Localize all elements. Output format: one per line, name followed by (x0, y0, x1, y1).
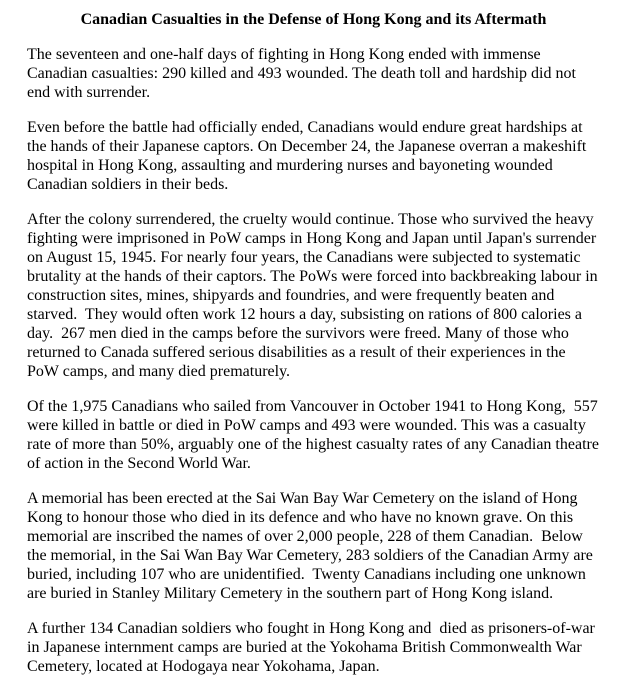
paragraph-pow-camps: After the colony surrendered, the cruelty would continue. Those who survived the heavy fighting were imprisoned in PoW camps in Hong Kong and Japan until Japan's surrender on August 15, 1945. For nearly four years, the Canadians were subjected to systematic brutality at the hands of their captors. The PoWs were forced into backbreaking labour in construction sites, mines, shipyards and foundries, and were frequently beaten and starved. They would often work 12 hours a day, subsisting on rations of 800 calories a day. 267 men died in the camps before the survivors were freed. Many of those who returned to Canada suffered serious disabilities as a result of their experiences in the PoW camps, and many died prematurely. (27, 211, 602, 380)
paragraph-sai-wan-memorial: A memorial has been erected at the Sai Wan Bay War Cemetery on the island of Hong Kong to honour those who died in its defence and who have no known grave. On this memorial are inscribed the names of over 2,000 people, 228 of them Canadian. Below the memorial, in the Sai Wan Bay War Cemetery, 283 soldiers of the Canadian Army are buried, including 107 who are unidentified. Twenty Canadians including one unknown are buried in Stanley Military Cemetery in the southern part of Hong Kong island. (27, 490, 597, 602)
paragraph-hospital-atrocity: Even before the battle had officially ended, Canadians would endure great hardships at the hands of their Japanese captors. On December 24, the Japanese overran a makeshift hospital in Hong Kong, assaulting and murdering nurses and bayoneting wounded Canadian soldiers in their beds. (27, 119, 591, 193)
document-title: Canadian Casualties in the Defense of Hong Kong and its Aftermath (80, 11, 547, 28)
paragraph-casualty-rate: Of the 1,975 Canadians who sailed from Vancouver in October 1941 to Hong Kong, 557 were killed in battle or died in PoW camps and 493 were wounded. This was a casualty rate of more than 50%, arguably one of the highest casualty rates of any Canadian theatre of action in the Second World War. (27, 398, 603, 472)
paragraph-casualty-summary: The seventeen and one-half days of fighting in Hong Kong ended with immense Canadian casualties: 290 killed and 493 wounded. The death toll and hardship did not end with surrender. (27, 46, 580, 101)
paragraph-yokohama-cemetery: A further 134 Canadian soldiers who fought in Hong Kong and died as prisoners-of-war in Japanese internment camps are buried at the Yokohama British Commonwealth War Cemetery, located at Hodogaya near Yokohama, Japan. (27, 620, 599, 675)
